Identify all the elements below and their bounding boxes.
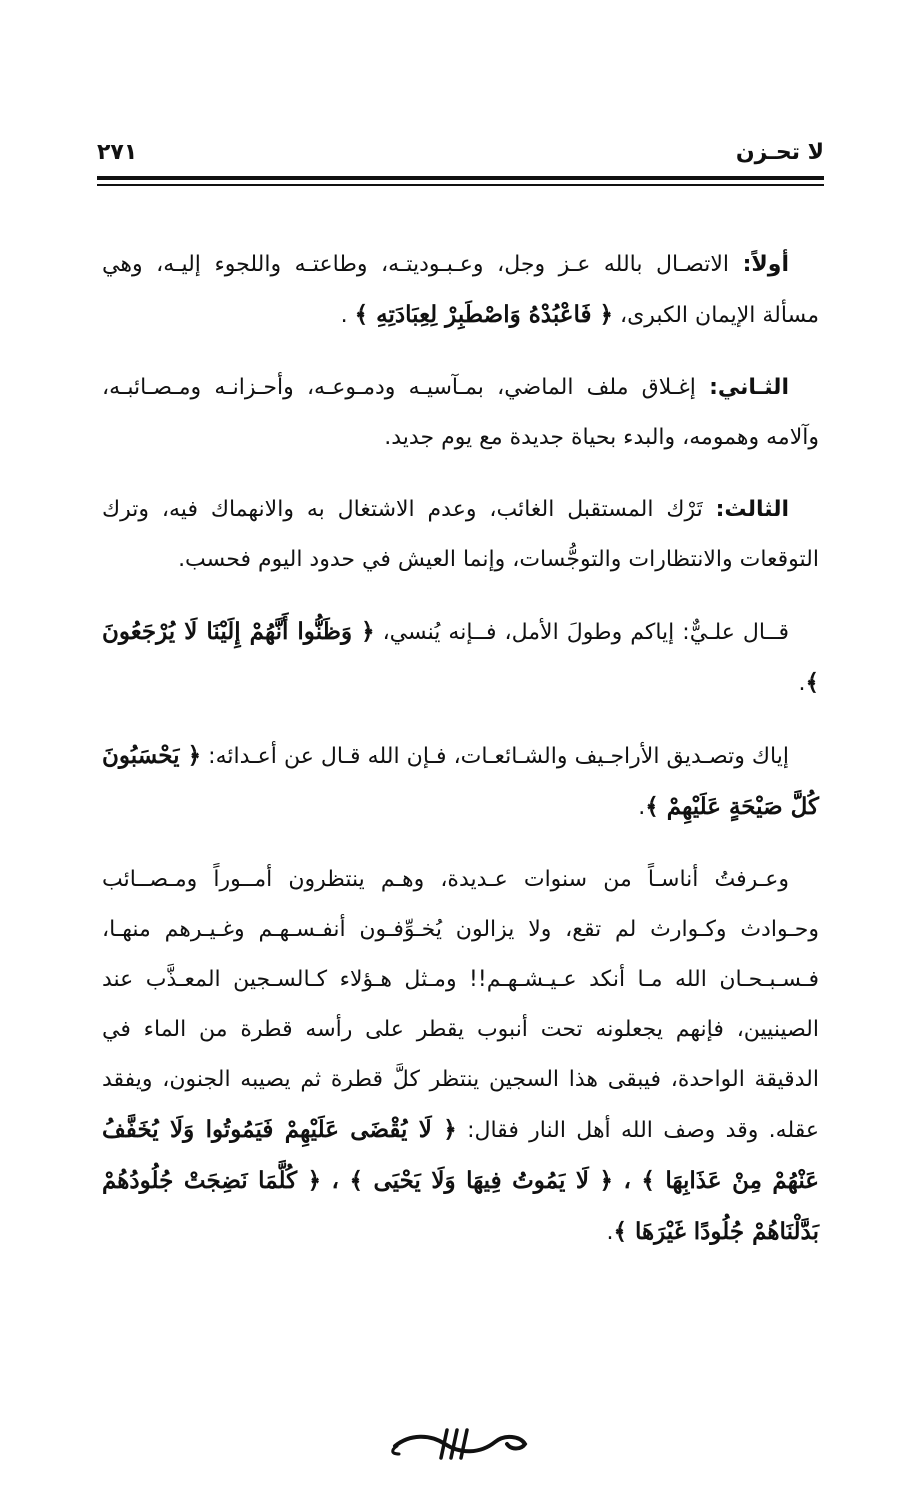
paragraph-third	[102, 485, 819, 585]
quran-verse: ﴿ لَا يُقْضَى عَلَيْهِمْ فَيَمُوتُوا وَلَا يُخَفَّفُ عَنْهُمْ مِنْ عَذَابِهَا ﴾ ، ﴿ لَا يَمُوتُ فِيهَا وَلَا يَحْيَى ﴾ ، ﴿ كُلَّمَا نَضِجَتْ جُلُودُهُمْ بَدَّلْنَاهُمْ جُلُودًا غَيْرَهَا ﴾	[102, 1116, 819, 1245]
paragraph-tail: .	[638, 795, 646, 820]
paragraph-text: الاتصـال بالله عـز وجل، وعـبـوديتـه، وطاعتـه واللجوء إليـه، وهي مسألة الإيمان الكبرى،	[102, 252, 819, 328]
paragraph-text: وعـرفتُ أناسـاً من سنوات عـديدة، وهـم ينتظرون أمــوراً ومـصــائب وحـوادث وكـوارث لم تقع، ولا يزالون يُخـوِّفـون أنفـسـهـم وغـيـرهم منهـا، فـسـبـحـان الله مـا أنكد عـيـشـهـم!! ومـثل هـؤلاء كـالسـجين المعـذَّب عند الصينيين، فإنهم يجعلونه تحت أنبوب يقطر على رأسه قطرة من الماء في الدقيقة الواحدة، فيبقى هذا السجين ينتظر كلَّ قطرة ثم يصيبه الجنون، ويفقد عقله. وقد وصف الله أهل النار فقال:	[102, 867, 819, 1143]
paragraph-first	[102, 240, 819, 341]
paragraph-tail: .	[606, 1220, 614, 1245]
paragraph-tail: .	[798, 671, 806, 696]
ornament-flourish-icon	[385, 1424, 535, 1464]
paragraph-prisoner	[102, 855, 819, 1258]
quran-verse: ﴿ فَاعْبُدْهُ وَاصْطَبِرْ لِعِبَادَتِهِ ﴾	[354, 301, 613, 328]
paragraph-text: إغـلاق ملف الماضي، بمـآسيـه ودمـوعـه، وأحـزانـه ومـصـائبـه، وآلامه وهمومه، والبدء بحياة جديدة مع يوم جديد.	[102, 375, 819, 450]
paragraph-lead: الثـاني:	[709, 375, 789, 400]
page-number: ٢٧١	[97, 140, 138, 165]
paragraph-text: تَرْك المستقبل الغائب، وعدم الاشتغال به والانهماك فيه، وترك التوقعات والانتظارات والتوجُّسات، وإنما العيش في حدود اليوم فحسب.	[102, 497, 819, 572]
book-title: لا تحـزن	[735, 140, 824, 165]
paragraph-second	[102, 363, 819, 463]
paragraph-ali-quote	[102, 607, 819, 709]
page-header	[97, 134, 824, 178]
quran-verse: ﴿ وَظَنُّوا أَنَّهُمْ إِلَيْنَا لَا يُرْجَعُونَ ﴾	[102, 618, 819, 696]
paragraph-tail: .	[340, 303, 355, 328]
quran-verse: ﴿ يَحْسَبُونَ كُلَّ صَيْحَةٍ عَلَيْهِمْ ﴾	[102, 742, 819, 820]
paragraph-lead: أولاً:	[742, 252, 789, 277]
page-body	[102, 240, 819, 1280]
header-rule-thick	[97, 176, 824, 180]
paragraph-lead: الثالث:	[715, 497, 789, 522]
header-rule-thin	[97, 184, 824, 186]
paragraph-rumors	[102, 731, 819, 833]
paragraph-text: إياك وتصـديق الأراجـيف والشـائعـات، فـإن الله قـال عن أعـدائه:	[201, 744, 789, 769]
paragraph-text: قــال علـيٌّ: إياكم وطولَ الأمل، فــإنه يُنسي،	[374, 620, 790, 645]
